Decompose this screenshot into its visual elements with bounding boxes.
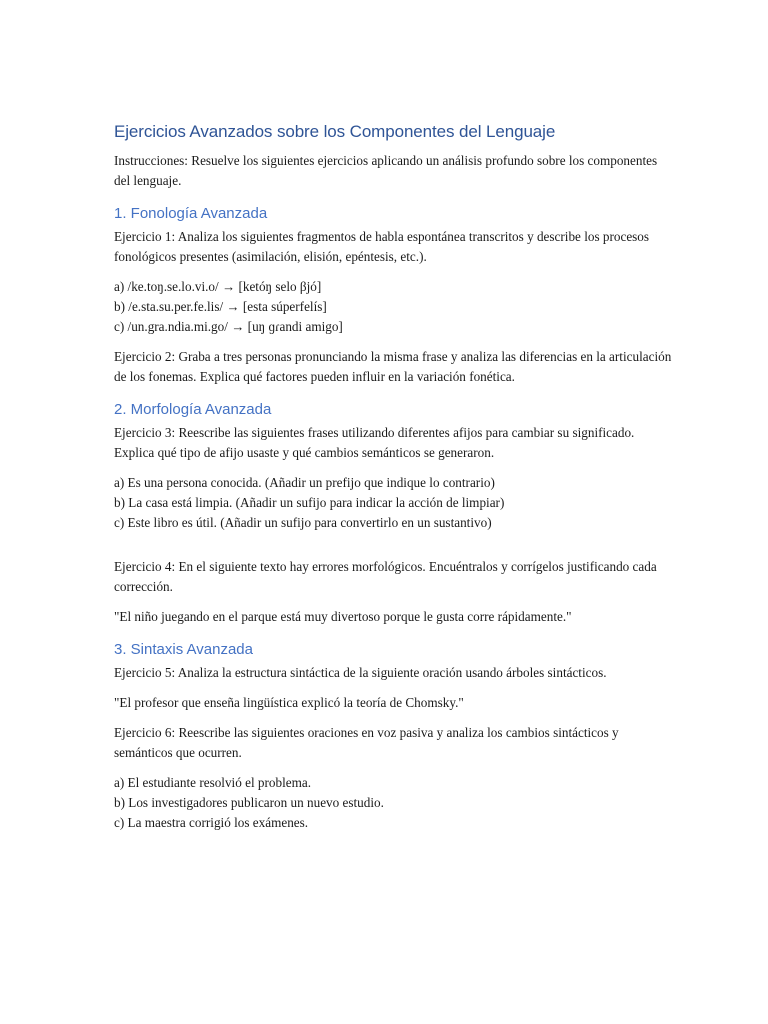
exercise-1-text: Ejercicio 1: Analiza los siguientes fragmentos de habla espontánea transcritos y describe los procesos fonológicos presentes (asimilación, elisión, epéntesis, etc.). bbox=[114, 229, 650, 264]
section-heading-sintaxis: 3. Sintaxis Avanzada bbox=[114, 641, 253, 658]
exercise-2-text: Ejercicio 2: Graba a tres personas pronunciando la misma frase y analiza las diferencias en la articulación de los fonemas. Explica qué factores pueden influir en la variación fonética. bbox=[114, 349, 672, 384]
section-heading-fonologia: 1. Fonología Avanzada bbox=[114, 205, 268, 222]
exercise-6-list bbox=[114, 773, 674, 833]
list-item: b) La casa está limpia. (Añadir un sufijo para indicar la acción de limpiar) bbox=[114, 495, 505, 510]
list-item: a) /ke.toŋ.se.lo.vi.o/ → [ketóŋ selo βjó] bbox=[114, 279, 322, 294]
exercise-3-text: Ejercicio 3: Reescribe las siguientes frases utilizando diferentes afijos para cambiar su significado. Explica qué tipo de afijo usaste y qué cambios semánticos se generaron. bbox=[114, 425, 635, 460]
list-item: b) Los investigadores publicaron un nuevo estudio. bbox=[114, 795, 384, 810]
exercise-6-text: Ejercicio 6: Reescribe las siguientes oraciones en voz pasiva y analiza los cambios sintácticos y semánticos que ocurren. bbox=[114, 725, 619, 760]
exercise-5-text: Ejercicio 5: Analiza la estructura sintáctica de la siguiente oración usando árboles sintácticos. bbox=[114, 665, 607, 680]
exercise-4-text: Ejercicio 4: En el siguiente texto hay errores morfológicos. Encuéntralos y corrígelos justificando cada corrección. bbox=[114, 559, 657, 594]
list-item: c) Este libro es útil. (Añadir un sufijo para convertirlo en un sustantivo) bbox=[114, 515, 492, 530]
section-heading-morfologia: 2. Morfología Avanzada bbox=[114, 401, 272, 418]
list-item: b) /e.sta.su.per.fe.lis/ → [esta súperfelís] bbox=[114, 299, 327, 314]
exercise-5-quote: "El profesor que enseña lingüística explicó la teoría de Chomsky." bbox=[114, 695, 464, 710]
document-title: Ejercicios Avanzados sobre los Componentes del Lenguaje bbox=[114, 122, 556, 141]
document-page bbox=[114, 122, 674, 833]
list-item: c) La maestra corrigió los exámenes. bbox=[114, 815, 309, 830]
instructions-text: Instrucciones: Resuelve los siguientes ejercicios aplicando un análisis profundo sobre los componentes del lenguaje. bbox=[114, 153, 658, 188]
list-item: a) Es una persona conocida. (Añadir un prefijo que indique lo contrario) bbox=[114, 475, 495, 490]
exercise-1-list bbox=[114, 277, 674, 337]
list-item: c) /un.gra.ndia.mi.go/ → [uŋ ɡɾandi amigo] bbox=[114, 319, 343, 334]
list-item: a) El estudiante resolvió el problema. bbox=[114, 775, 312, 790]
exercise-3-list bbox=[114, 473, 674, 533]
exercise-4-quote: "El niño juegando en el parque está muy divertoso porque le gusta corre rápidamente." bbox=[114, 609, 572, 624]
